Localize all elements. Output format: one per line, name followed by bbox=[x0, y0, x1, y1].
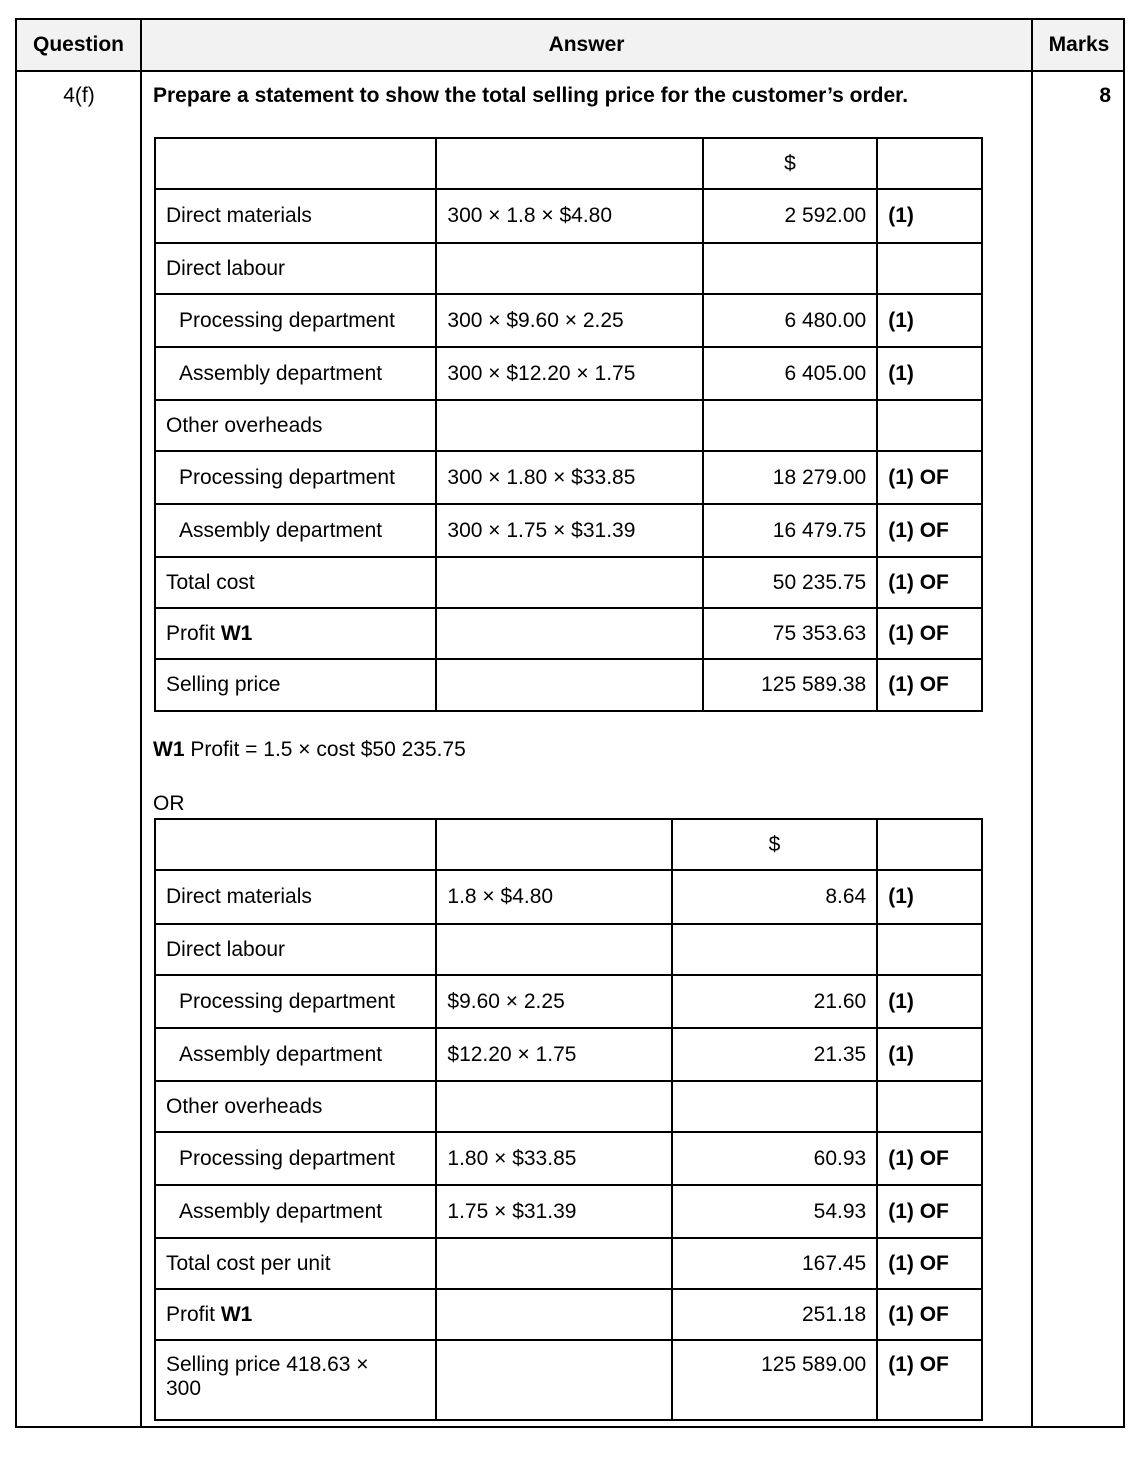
row-label bbox=[155, 1028, 436, 1081]
row-calculation bbox=[436, 1289, 671, 1340]
label-working-ref: W1 bbox=[220, 1302, 253, 1326]
label-text: Assembly department bbox=[179, 518, 383, 542]
row-label bbox=[155, 1132, 436, 1185]
row-amount: 8.64 bbox=[672, 870, 877, 924]
row-calculation: $12.20 × 1.75 bbox=[436, 1028, 671, 1081]
row-label bbox=[155, 1289, 436, 1340]
row-label bbox=[155, 347, 436, 400]
row-label bbox=[155, 608, 436, 659]
row-calculation: 300 × $9.60 × 2.25 bbox=[436, 294, 702, 347]
table-row bbox=[155, 294, 982, 347]
row-calculation bbox=[436, 1238, 671, 1289]
label-text: Processing department bbox=[179, 308, 395, 332]
row-label bbox=[155, 557, 436, 608]
row-calculation bbox=[436, 243, 702, 294]
row-amount bbox=[703, 243, 878, 294]
label-text: Direct materials bbox=[166, 885, 312, 908]
row-calculation bbox=[436, 1081, 671, 1132]
row-mark: (1) OF bbox=[877, 451, 982, 504]
row-mark bbox=[877, 1081, 982, 1132]
row-mark bbox=[877, 243, 982, 294]
header-question: Question bbox=[32, 33, 124, 56]
table-header-row bbox=[155, 819, 982, 870]
row-label bbox=[155, 659, 436, 711]
row-amount: 75 353.63 bbox=[703, 608, 878, 659]
table-row bbox=[155, 189, 982, 243]
label-text: Processing department bbox=[179, 989, 395, 1013]
row-calculation bbox=[436, 659, 702, 711]
row-label bbox=[155, 451, 436, 504]
row-calculation bbox=[436, 1340, 671, 1420]
label-text: Direct materials bbox=[166, 204, 312, 227]
row-amount: 16 479.75 bbox=[703, 504, 878, 557]
table-row bbox=[155, 400, 982, 451]
row-mark: (1) OF bbox=[877, 557, 982, 608]
row-amount: 6 480.00 bbox=[703, 294, 878, 347]
header-answer: Answer bbox=[548, 33, 625, 56]
row-label bbox=[155, 1238, 436, 1289]
row-calculation: 1.75 × $31.39 bbox=[436, 1185, 671, 1238]
row-calculation: 1.80 × $33.85 bbox=[436, 1132, 671, 1185]
row-amount: 60.93 bbox=[672, 1132, 877, 1185]
table-row bbox=[155, 870, 982, 924]
row-label bbox=[155, 504, 436, 557]
question-number: 4(f) bbox=[63, 84, 95, 107]
table-row bbox=[155, 1132, 982, 1185]
header-marks: Marks bbox=[1048, 33, 1110, 56]
mark-scheme-table bbox=[15, 18, 1125, 1428]
row-amount bbox=[672, 1081, 877, 1132]
row-label bbox=[155, 400, 436, 451]
total-marks: 8 bbox=[1099, 84, 1111, 107]
row-mark: (1) OF bbox=[877, 1340, 982, 1420]
row-label bbox=[155, 1081, 436, 1132]
question-prompt: Prepare a statement to show the total selling price for the customer’s order. bbox=[153, 84, 909, 107]
label-text: Other overheads bbox=[166, 1094, 323, 1118]
working-label: W1 bbox=[153, 738, 185, 761]
table-row bbox=[155, 557, 982, 608]
table-row bbox=[155, 1238, 982, 1289]
label-text: Selling price bbox=[166, 673, 281, 696]
statement-table-per-unit bbox=[154, 818, 983, 1421]
statement-table-total bbox=[154, 137, 983, 712]
row-amount: 125 589.00 bbox=[672, 1340, 877, 1420]
row-amount: 50 235.75 bbox=[703, 557, 878, 608]
row-mark: (1) OF bbox=[877, 1185, 982, 1238]
row-label bbox=[155, 189, 436, 243]
row-calculation bbox=[436, 557, 702, 608]
row-amount bbox=[703, 400, 878, 451]
label-text: Assembly department bbox=[179, 1042, 383, 1066]
row-amount: 125 589.38 bbox=[703, 659, 878, 711]
currency-header: $ bbox=[703, 138, 878, 189]
label-text: Other overheads bbox=[166, 413, 323, 437]
table-row bbox=[155, 1081, 982, 1132]
label-text: Total cost per unit bbox=[166, 1251, 331, 1275]
row-mark bbox=[877, 400, 982, 451]
table-row bbox=[155, 924, 982, 975]
row-calculation: 300 × 1.75 × $31.39 bbox=[436, 504, 702, 557]
row-mark: (1) bbox=[877, 189, 982, 243]
row-amount: 21.35 bbox=[672, 1028, 877, 1081]
row-label bbox=[155, 870, 436, 924]
row-mark: (1) OF bbox=[877, 659, 982, 711]
label-text: Direct labour bbox=[166, 256, 286, 280]
row-label bbox=[155, 1185, 436, 1238]
table-row bbox=[155, 1289, 982, 1340]
row-mark: (1) bbox=[877, 347, 982, 400]
column-divider bbox=[140, 20, 142, 1426]
row-amount: 18 279.00 bbox=[703, 451, 878, 504]
row-calculation bbox=[436, 924, 671, 975]
label-text: Assembly department bbox=[179, 1199, 383, 1223]
table-row bbox=[155, 347, 982, 400]
row-amount: 167.45 bbox=[672, 1238, 877, 1289]
row-calculation: 300 × 1.80 × $33.85 bbox=[436, 451, 702, 504]
row-amount: 251.18 bbox=[672, 1289, 877, 1340]
row-calculation: 300 × 1.8 × $4.80 bbox=[436, 189, 702, 243]
row-amount: 6 405.00 bbox=[703, 347, 878, 400]
row-amount: 21.60 bbox=[672, 975, 877, 1028]
column-divider bbox=[1031, 20, 1033, 1426]
row-mark: (1) OF bbox=[877, 1289, 982, 1340]
row-amount: 2 592.00 bbox=[703, 189, 878, 243]
row-calculation: 300 × $12.20 × 1.75 bbox=[436, 347, 702, 400]
row-mark: (1) OF bbox=[877, 1132, 982, 1185]
row-amount: 54.93 bbox=[672, 1185, 877, 1238]
table-row bbox=[155, 975, 982, 1028]
label-working-ref: W1 bbox=[220, 621, 253, 645]
table-row bbox=[155, 451, 982, 504]
table-row bbox=[155, 1340, 982, 1420]
row-mark: (1) bbox=[877, 975, 982, 1028]
row-mark: (1) bbox=[877, 294, 982, 347]
table-row bbox=[155, 608, 982, 659]
row-label bbox=[155, 294, 436, 347]
table-row bbox=[155, 659, 982, 711]
row-calculation bbox=[436, 400, 702, 451]
row-mark: (1) OF bbox=[877, 608, 982, 659]
row-mark: (1) bbox=[877, 870, 982, 924]
label-text: Processing department bbox=[179, 465, 395, 489]
row-label bbox=[155, 1340, 436, 1420]
row-label bbox=[155, 975, 436, 1028]
row-calculation: $9.60 × 2.25 bbox=[436, 975, 671, 1028]
row-mark: (1) OF bbox=[877, 1238, 982, 1289]
row-calculation: 1.8 × $4.80 bbox=[436, 870, 671, 924]
label-text: Total cost bbox=[166, 570, 255, 594]
label-text: Assembly department bbox=[179, 361, 383, 385]
or-label: OR bbox=[153, 792, 185, 815]
label-text: Processing department bbox=[179, 1146, 395, 1170]
row-mark bbox=[877, 924, 982, 975]
row-label bbox=[155, 924, 436, 975]
label-text: Direct labour bbox=[166, 937, 286, 961]
row-label bbox=[155, 243, 436, 294]
table-row bbox=[155, 1028, 982, 1081]
table-row bbox=[155, 243, 982, 294]
label-text: Selling price 418.63 × 300 bbox=[166, 1353, 369, 1400]
row-amount bbox=[672, 924, 877, 975]
row-mark: (1) OF bbox=[877, 504, 982, 557]
label-text: Profit bbox=[166, 1302, 221, 1326]
table-row bbox=[155, 504, 982, 557]
currency-header: $ bbox=[672, 819, 877, 870]
working-text: Profit = 1.5 × cost $50 235.75 bbox=[184, 738, 466, 761]
table-row bbox=[155, 1185, 982, 1238]
table-header-row bbox=[155, 138, 982, 189]
label-text: Profit bbox=[166, 621, 221, 645]
working-note bbox=[153, 738, 466, 762]
row-mark: (1) bbox=[877, 1028, 982, 1081]
row-calculation bbox=[436, 608, 702, 659]
